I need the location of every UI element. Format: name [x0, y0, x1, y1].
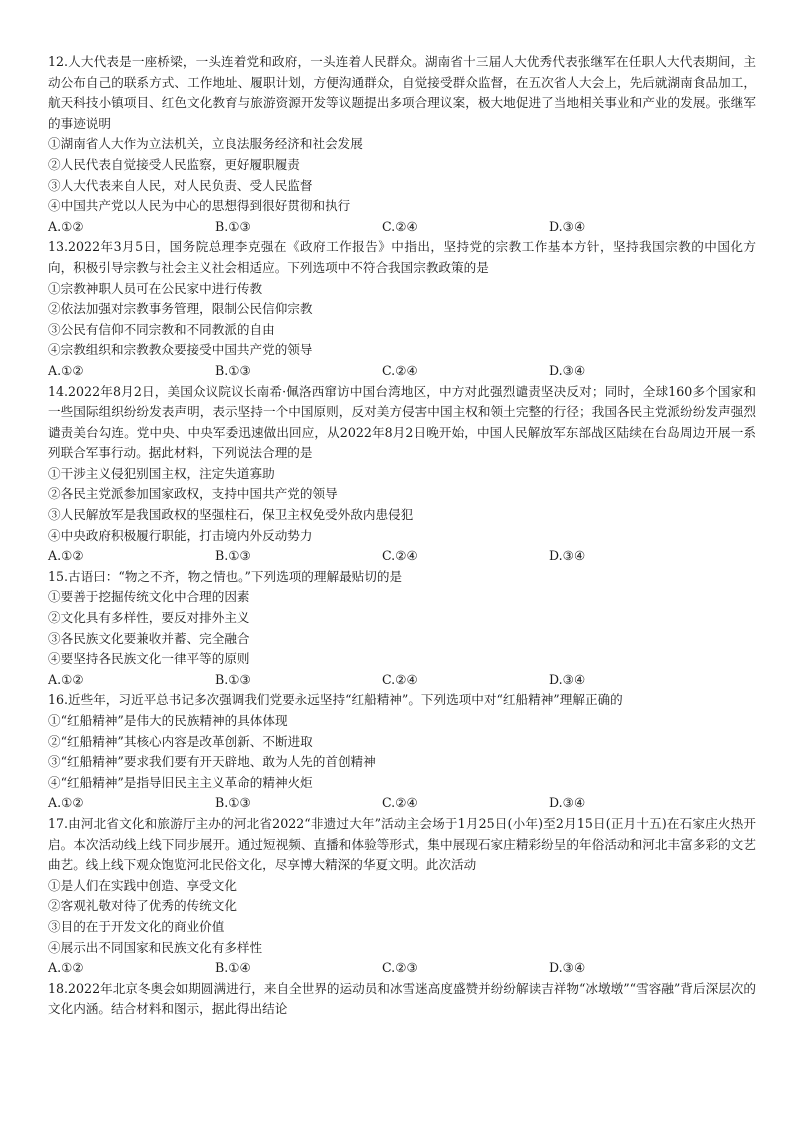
- answer-choices: [48, 958, 756, 979]
- question-15: [48, 567, 756, 691]
- choice-b: B.①③: [215, 548, 251, 564]
- question-stem: 16.近些年，习近平总书记多次强调我们党要永远坚持“红船精神”。下列选项中对“红船精神”理解正确的: [48, 692, 623, 708]
- choice-a: A.①②: [48, 548, 84, 564]
- question-stem: 18.2022年北京冬奥会如期圆满进行，来自全世界的运动员和冰雪迷高度盛赞并纷纷解读吉祥物“冰墩墩”“雪容融”背后深层次的文化内涵。结合材料和图示，据此得出结论: [48, 980, 756, 1017]
- question-stem: 17.由河北省文化和旅游厅主办的河北省2022“非遗过大年”活动主会场于1月25日(小年)至2月15日(正月十五)在石家庄火热开启。本次活动线上线下同步展开。通过短视频、直播和体验等形式，集中展现石家庄精彩纷呈的年俗活动和河北丰富多彩的文艺曲艺。线上线下观众饱览河北民俗文化，尽享博大精深的华夏文明。此次活动: [48, 815, 756, 873]
- choice-a: A.①②: [48, 795, 84, 811]
- question-18: [48, 979, 756, 1020]
- question-16: [48, 690, 756, 814]
- choice-d: D.③④: [549, 960, 586, 976]
- choice-d: D.③④: [549, 671, 586, 687]
- choice-b: B.①④: [215, 960, 251, 976]
- exam-page: [48, 52, 756, 1020]
- choice-d: D.③④: [549, 795, 586, 811]
- option-3: ③公民有信仰不同宗教和不同教派的自由: [48, 321, 275, 337]
- option-2: ②依法加强对宗教事务管理，限制公民信仰宗教: [48, 301, 313, 317]
- option-4: ④中央政府积极履行职能，打击境内外反动势力: [48, 527, 313, 543]
- option-3: ③人大代表来自人民，对人民负责、受人民监督: [48, 177, 313, 193]
- option-3: ③各民族文化要兼收并蓄、完全融合: [48, 630, 250, 646]
- option-2: ②文化具有多样性，要反对排外主义: [48, 610, 250, 626]
- question-stem: 14.2022年8月2日，美国众议院议长南希·佩洛西窜访中国台湾地区，中方对此强烈谴责坚决反对；同时，全球160多个国家和一些国际组织纷纷发表声明，表示坚持一个中国原则，反对美方侵害中国主权和领土完整的行径；我国各民主党派纷纷发声强烈谴责美台勾连。党中央、中央军委迅速做出回应，从2022年8月2日晚开始，中国人民解放军东部战区陆续在台岛周边开展一系列联合军事行动。据此材料，下列说法合理的是: [48, 383, 756, 461]
- option-1: ①是人们在实践中创造、享受文化: [48, 877, 237, 893]
- answer-choices: [48, 361, 756, 382]
- option-2: ②人民代表自觉接受人民监察，更好履职履责: [48, 156, 300, 172]
- choice-c: C.②③: [382, 960, 418, 976]
- choice-a: A.①②: [48, 960, 84, 976]
- choice-c: C.②④: [382, 362, 418, 378]
- answer-choices: [48, 546, 756, 567]
- option-4: ④展示出不同国家和民族文化有多样性: [48, 939, 263, 955]
- choice-c: C.②④: [382, 795, 418, 811]
- choice-d: D.③④: [549, 548, 586, 564]
- choice-b: B.①③: [215, 362, 251, 378]
- option-1: ①湖南省人大作为立法机关，立良法服务经济和社会发展: [48, 136, 363, 152]
- question-stem: 12.人大代表是一座桥梁，一头连着党和政府，一头连着人民群众。湖南省十三届人大优秀代表张继军在任职人大代表期间，主动公布自己的联系方式、工作地址、履职计划，方便沟通群众，自觉接受群众监督，在五次省人大会上，先后就湖南食品加工，航天科技小镇项目、红色文化教育与旅游资源开发等议题提出多项合理议案，极大地促进了当地相关事业和产业的发展。张继军的事迹说明: [48, 54, 756, 131]
- option-3: ③目的在于开发文化的商业价值: [48, 918, 225, 934]
- option-3: ③人民解放军是我国政权的坚强柱石，保卫主权免受外敌内患侵犯: [48, 507, 414, 523]
- choice-b: B.①③: [215, 671, 251, 687]
- choice-c: C.②④: [382, 548, 418, 564]
- option-1: ①宗教神职人员可在公民家中进行传教: [48, 280, 263, 296]
- choice-a: A.①②: [48, 362, 84, 378]
- choice-a: A.①②: [48, 218, 84, 234]
- question-stem: 13.2022年3月5日，国务院总理李克强在《政府工作报告》中指出，坚持党的宗教工作基本方针，坚持我国宗教的中国化方向，积极引导宗教与社会主义社会相适应。下列选项中不符合我国宗教政策的是: [48, 239, 756, 275]
- option-4: ④要坚持各民族文化一律平等的原则: [48, 651, 250, 667]
- option-1: ①要善于挖掘传统文化中合理的因素: [48, 589, 250, 605]
- question-14: [48, 382, 756, 567]
- choice-b: B.①③: [215, 795, 251, 811]
- question-stem: 15.古语曰：“物之不齐，物之情也。”下列选项的理解最贴切的是: [48, 568, 403, 584]
- option-3: ③“红船精神”要求我们要有开天辟地、敢为人先的首创精神: [48, 754, 376, 770]
- choice-d: D.③④: [549, 218, 586, 234]
- option-2: ②“红船精神”其核心内容是改革创新、不断进取: [48, 733, 313, 749]
- option-1: ①“红船精神”是伟大的民族精神的具体体现: [48, 713, 288, 728]
- choice-c: C.②④: [382, 218, 418, 234]
- answer-choices: [48, 670, 756, 691]
- option-4: ④中国共产党以人民为中心的思想得到很好贯彻和执行: [48, 198, 351, 214]
- choice-a: A.①②: [48, 671, 84, 687]
- option-2: ②各民主党派参加国家政权，支持中国共产党的领导: [48, 486, 338, 502]
- question-13: [48, 237, 756, 381]
- option-2: ②客观礼敬对待了优秀的传统文化: [48, 898, 237, 914]
- option-1: ①干涉主义侵犯别国主权，注定失道寡助: [48, 465, 275, 481]
- choice-c: C.②④: [382, 671, 418, 687]
- choice-d: D.③④: [549, 362, 586, 378]
- answer-choices: [48, 217, 756, 238]
- answer-choices: [48, 793, 756, 814]
- choice-b: B.①③: [215, 218, 251, 234]
- question-12: [48, 52, 756, 237]
- option-4: ④“红船精神”是指导旧民主主义革命的精神火炬: [48, 774, 313, 790]
- question-17: [48, 814, 756, 979]
- option-4: ④宗教组织和宗教教众要接受中国共产党的领导: [48, 342, 313, 358]
